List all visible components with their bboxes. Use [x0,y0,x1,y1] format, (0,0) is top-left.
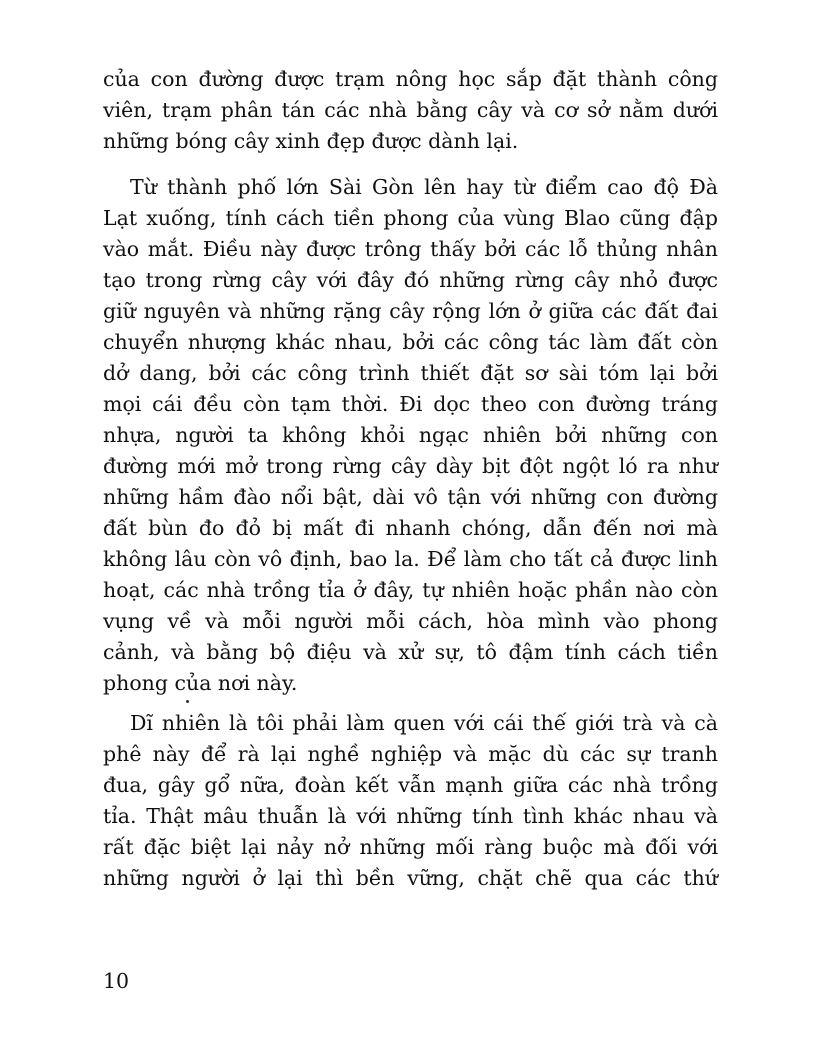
text-line: vào mắt. Điều này được trông thấy bởi các lỗ thủng nhân [103,237,718,261]
text-line: của con đường được trạm nông học sắp đặt thành công [103,67,718,91]
paragraph-1 [103,64,718,157]
text-line: hoạt, các nhà trồng tỉa ở đây, tự nhiên hoặc phần nào còn [103,578,718,602]
text-line: Lạt xuống, tính cách tiền phong của vùng Blao cũng đập [103,206,718,230]
text-line: dở dang, bởi các công trình thiết đặt sơ sài tóm lại bởi [103,361,718,385]
text-line: tạo trong rừng cây với đây đó những rừng cây nhỏ được [103,268,718,292]
text-line: vụng về và mỗi người mỗi cách, hòa mình vào phong [103,609,718,633]
paragraph-3 [103,708,718,894]
text-line: những hầm đào nổi bật, dài vô tận với những con đường [103,485,718,509]
text-line: nhựa, người ta không khỏi ngạc nhiên bởi những con [103,423,718,447]
page-number: 10 [103,969,130,993]
text-line: tỉa. Thật mâu thuẫn là với những tính tình khác nhau và [103,804,718,828]
text-line: mọi cái đều còn tạm thời. Đi dọc theo con đường tráng [103,392,718,416]
text-line: rất đặc biệt lại nảy nở những mối ràng buộc mà đối với [103,835,718,859]
text-line: cảnh, và bằng bộ điệu và xử sự, tô đậm tính cách tiền [103,640,718,664]
text-line: viên, trạm phân tán các nhà bằng cây và cơ sở nằm dưới [103,98,718,122]
text-line: những người ở lại thì bền vững, chặt chẽ qua các thứ [103,866,718,890]
text-line: đất bùn đo đỏ bị mất đi nhanh chóng, dẫn đến nơi mà [103,516,718,540]
text-line: những bóng cây xinh đẹp được dành lại. [103,129,519,153]
text-line: Dĩ nhiên là tôi phải làm quen với cái thế giới trà và cà [130,711,718,735]
print-speck [186,700,189,703]
text-line: đường mới mở trong rừng cây dày bịt đột ngột ló ra như [103,454,718,478]
text-line: giữ nguyên và những rặng cây rộng lớn ở giữa các đất đai [103,299,718,323]
text-line: phê này để rà lại nghề nghiệp và mặc dù các sự tranh [103,742,718,766]
paragraph-2 [103,172,718,699]
text-line: không lâu còn vô định, bao la. Để làm cho tất cả được linh [103,547,718,571]
text-line: đua, gây gổ nữa, đoàn kết vẫn mạnh giữa các nhà trồng [103,773,718,797]
text-line: chuyển nhượng khác nhau, bởi các công tác làm đất còn [103,330,718,354]
text-line: Từ thành phố lớn Sài Gòn lên hay từ điểm cao độ Đà [130,175,718,199]
text-line: phong của nơi này. [103,671,298,695]
